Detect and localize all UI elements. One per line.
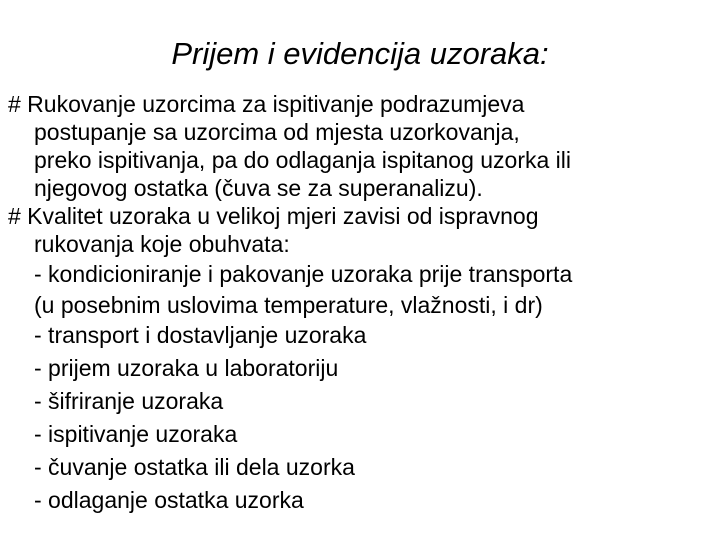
paragraph-1-line-3: preko ispitivanja, pa do odlaganja ispitanog uzorka ili xyxy=(34,147,572,173)
list-item-testing: - ispitivanje uzoraka xyxy=(34,421,238,447)
list-item-disposal: - odlaganje ostatka uzorka xyxy=(34,487,304,513)
list-item-conditioning: - kondicioniranje i pakovanje uzoraka prije transporta xyxy=(34,261,573,287)
list-item-storage: - čuvanje ostatka ili dela uzorka xyxy=(34,454,355,480)
list-item-coding: - šifriranje uzoraka xyxy=(34,388,224,414)
paragraph-1-line-2: postupanje sa uzorcima od mjesta uzorkovanja, xyxy=(34,119,520,145)
slide-body xyxy=(8,90,712,517)
list-item-conditioning-continued: (u posebnim uslovima temperature, vlažnosti, i dr) xyxy=(34,292,543,318)
list-item-receipt: - prijem uzoraka u laboratoriju xyxy=(34,355,339,381)
paragraph-1-line-1: # Rukovanje uzorcima za ispitivanje podrazumjeva xyxy=(8,91,525,117)
paragraph-2-line-1: # Kvalitet uzoraka u velikoj mjeri zavisi od ispravnog xyxy=(8,203,539,229)
slide-title: Prijem i evidencija uzoraka: xyxy=(171,36,549,71)
list-item-transport: - transport i dostavljanje uzoraka xyxy=(34,322,367,348)
paragraph-2-line-2: rukovanja koje obuhvata: xyxy=(34,231,290,257)
paragraph-1-line-4: njegovog ostatka (čuva se za superanalizu). xyxy=(34,175,483,201)
